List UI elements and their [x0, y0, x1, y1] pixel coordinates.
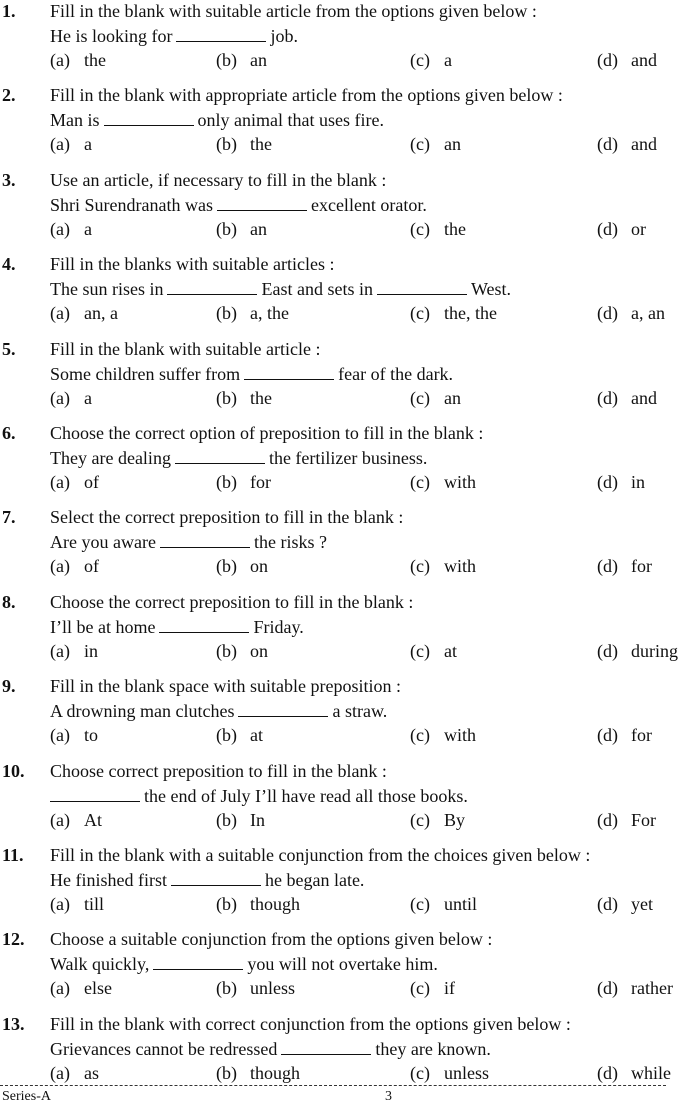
- option-b: [216, 555, 268, 577]
- options-row: [0, 218, 666, 242]
- question-item: [0, 169, 666, 253]
- option-a: [50, 640, 98, 662]
- question-item: [0, 760, 666, 844]
- option-b: [216, 302, 289, 324]
- question-number: 1.: [2, 1, 16, 21]
- question-sentence: [50, 700, 387, 722]
- option-text: of: [84, 556, 99, 577]
- option-d: [597, 555, 652, 577]
- sentence-middle: the risks ?: [253, 532, 327, 553]
- option-text: unless: [444, 1062, 489, 1083]
- option-d: [597, 49, 657, 71]
- option-d: [597, 387, 657, 409]
- answer-blank: [171, 871, 261, 886]
- option-c: [410, 555, 476, 577]
- option-text: the: [250, 387, 272, 408]
- option-label: (b): [216, 640, 237, 661]
- options-row: [0, 133, 666, 157]
- sentence-after: West.: [470, 279, 512, 300]
- options-row: [0, 977, 673, 1001]
- option-c: [410, 471, 476, 493]
- option-label: (c): [410, 556, 430, 577]
- option-text: while: [631, 1062, 671, 1083]
- answer-blank: [50, 787, 140, 802]
- sentence-middle: the fertilizer business.: [268, 447, 428, 468]
- sentence-middle: excellent orator.: [310, 194, 427, 215]
- question-number: 3.: [2, 169, 16, 190]
- option-d: [597, 302, 665, 324]
- question-sentence: [50, 785, 468, 807]
- option-text: until: [444, 893, 478, 914]
- answer-blank: [175, 449, 265, 464]
- option-text: yet: [631, 893, 653, 914]
- option-c: [410, 218, 466, 240]
- sentence-middle: only animal that uses fire.: [197, 110, 384, 131]
- footer-divider: [0, 1085, 666, 1086]
- option-label: (b): [216, 978, 237, 999]
- option-text: for: [631, 556, 652, 577]
- option-c: [410, 893, 477, 915]
- option-text: the: [84, 50, 106, 70]
- option-text: and: [631, 134, 657, 155]
- options-row: [0, 471, 666, 495]
- option-b: [216, 809, 265, 831]
- question-item: [0, 84, 666, 168]
- question-sentence: [50, 25, 298, 47]
- option-d: [597, 640, 678, 662]
- question-number: 4.: [2, 254, 16, 275]
- option-text: a: [84, 387, 92, 408]
- question-number: 10.: [2, 760, 25, 781]
- sentence-middle: they are known.: [375, 1038, 491, 1059]
- option-text: an: [444, 387, 461, 408]
- option-label: (d): [597, 387, 618, 408]
- option-label: (c): [410, 303, 430, 324]
- options-row: [0, 302, 666, 326]
- option-b: [216, 387, 272, 409]
- option-a: [50, 471, 99, 493]
- option-a: [50, 977, 112, 999]
- question-number: 7.: [2, 507, 16, 528]
- option-a: [50, 809, 102, 831]
- option-a: [50, 218, 92, 240]
- question-item: [0, 928, 673, 1012]
- sentence-middle: the end of July I’ll have read all those books.: [144, 785, 468, 806]
- question-item: [0, 506, 666, 590]
- option-label: (d): [597, 978, 618, 999]
- option-text: a, the: [250, 303, 289, 324]
- option-label: (a): [50, 471, 70, 492]
- question-instruction: Fill in the blanks with suitable articles :: [50, 254, 335, 275]
- option-a: [50, 387, 92, 409]
- question-item: [0, 0, 666, 84]
- sentence-middle: East and sets in: [261, 279, 373, 300]
- option-a: [50, 133, 92, 155]
- option-c: [410, 809, 465, 831]
- question-number: 11.: [2, 844, 24, 865]
- option-label: (d): [597, 809, 618, 830]
- option-label: (c): [410, 387, 430, 408]
- option-d: [597, 1062, 671, 1084]
- option-d: [597, 133, 657, 155]
- question-item: [0, 338, 666, 422]
- option-text: an: [250, 218, 267, 239]
- question-sentence: [50, 194, 427, 216]
- option-text: a: [84, 134, 92, 155]
- option-label: (a): [50, 50, 70, 70]
- sentence-before: They are dealing: [50, 447, 171, 468]
- sentence-before: He is looking for: [50, 26, 173, 46]
- sentence-middle: fear of the dark.: [338, 363, 454, 384]
- sentence-before: The sun rises in: [50, 279, 164, 300]
- option-text: on: [250, 640, 268, 661]
- question-instruction: Use an article, if necessary to fill in the blank :: [50, 169, 387, 190]
- option-label: (b): [216, 50, 237, 70]
- question-sentence: [50, 531, 327, 553]
- option-b: [216, 1062, 300, 1084]
- option-a: [50, 893, 104, 915]
- sentence-before: Walk quickly,: [50, 954, 150, 975]
- option-label: (a): [50, 809, 70, 830]
- question-number: 13.: [2, 1013, 25, 1034]
- option-label: (c): [410, 50, 430, 70]
- answer-blank: [176, 27, 266, 42]
- option-text: with: [444, 471, 477, 492]
- option-label: (a): [50, 1062, 70, 1083]
- option-label: (c): [410, 978, 430, 999]
- option-b: [216, 977, 295, 999]
- option-label: (b): [216, 725, 237, 746]
- option-label: (d): [597, 725, 618, 746]
- question-item: [0, 591, 678, 675]
- answer-blank: [153, 955, 243, 970]
- question-sentence: [50, 1038, 491, 1060]
- option-a: [50, 49, 106, 71]
- question-instruction: Fill in the blank with a suitable conjunction from the choices given below :: [50, 844, 591, 865]
- option-label: (a): [50, 725, 70, 746]
- option-b: [216, 724, 263, 746]
- question-item: [0, 675, 666, 759]
- sentence-before: He finished first: [50, 869, 167, 890]
- sentence-before: Grievances cannot be redressed: [50, 1038, 278, 1059]
- option-text: for: [631, 725, 652, 746]
- question-instruction: Fill in the blank with correct conjunction from the options given below :: [50, 1013, 571, 1034]
- options-row: [0, 724, 666, 748]
- option-text: and: [631, 387, 657, 408]
- option-label: (c): [410, 640, 430, 661]
- option-a: [50, 724, 98, 746]
- question-sentence: [50, 109, 384, 131]
- series-label: Series-A: [2, 1089, 51, 1104]
- sentence-before: A drowning man clutches: [50, 701, 235, 722]
- sentence-middle: you will not overtake him.: [247, 954, 438, 975]
- question-instruction: Select the correct preposition to fill in the blank :: [50, 507, 404, 528]
- options-row: [0, 809, 666, 833]
- question-instruction: Fill in the blank space with suitable preposition :: [50, 676, 401, 697]
- options-row: [0, 555, 666, 579]
- option-label: (b): [216, 1062, 237, 1083]
- option-text: a, an: [631, 303, 665, 324]
- question-sentence: [50, 616, 304, 638]
- question-instruction: Fill in the blank with suitable article :: [50, 338, 321, 359]
- option-text: an, a: [84, 303, 118, 324]
- options-row: [0, 1062, 671, 1086]
- question-number: 9.: [2, 676, 16, 697]
- option-label: (d): [597, 640, 618, 661]
- sentence-before: I’ll be at home: [50, 616, 156, 637]
- option-label: (c): [410, 1062, 430, 1083]
- option-text: By: [444, 809, 466, 830]
- option-text: For: [631, 809, 657, 830]
- option-d: [597, 809, 656, 831]
- option-label: (a): [50, 556, 70, 577]
- question-sentence: [50, 447, 427, 469]
- option-label: (d): [597, 218, 618, 239]
- answer-blank: [244, 365, 334, 380]
- option-label: (b): [216, 556, 237, 577]
- answer-blank: [159, 618, 249, 633]
- answer-blank: [281, 1040, 371, 1055]
- option-text: with: [444, 556, 477, 577]
- option-label: (d): [597, 303, 618, 324]
- option-label: (d): [597, 1062, 618, 1083]
- option-label: (a): [50, 978, 70, 999]
- option-text: on: [250, 556, 268, 577]
- option-c: [410, 387, 461, 409]
- option-label: (d): [597, 556, 618, 577]
- option-label: (d): [597, 134, 618, 155]
- option-text: At: [84, 809, 102, 830]
- option-c: [410, 724, 476, 746]
- option-a: [50, 555, 99, 577]
- option-c: [410, 302, 497, 324]
- option-text: if: [444, 978, 455, 999]
- question-instruction: Choose the correct preposition to fill in the blank :: [50, 591, 414, 612]
- option-text: In: [250, 809, 265, 830]
- answer-blank: [217, 196, 307, 211]
- option-b: [216, 471, 271, 493]
- options-row: [0, 49, 666, 73]
- option-text: the, the: [444, 303, 497, 324]
- question-sentence: [50, 953, 438, 975]
- option-label: (b): [216, 303, 237, 324]
- option-label: (a): [50, 893, 70, 914]
- sentence-before: Some children suffer from: [50, 363, 241, 384]
- option-b: [216, 218, 267, 240]
- option-text: in: [84, 640, 99, 661]
- option-label: (b): [216, 809, 237, 830]
- option-text: the: [444, 218, 466, 239]
- option-label: (d): [597, 893, 618, 914]
- option-label: (b): [216, 471, 237, 492]
- option-text: the: [250, 134, 272, 155]
- page-number: 3: [385, 1089, 392, 1104]
- options-row: [0, 387, 666, 411]
- option-label: (a): [50, 387, 70, 408]
- option-text: till: [84, 893, 105, 914]
- option-label: (a): [50, 640, 70, 661]
- option-text: an: [444, 134, 461, 155]
- option-d: [597, 893, 653, 915]
- option-text: a: [444, 50, 452, 70]
- answer-blank-2: [377, 280, 467, 295]
- question-item: [0, 422, 666, 506]
- option-text: during: [631, 640, 678, 661]
- option-a: [50, 302, 118, 324]
- option-c: [410, 133, 461, 155]
- sentence-middle: job.: [270, 26, 298, 46]
- sentence-before: Man is: [50, 110, 100, 131]
- question-instruction: Choose the correct option of preposition to fill in the blank :: [50, 422, 484, 443]
- option-c: [410, 1062, 489, 1084]
- sentence-before: Shri Surendranath was: [50, 194, 213, 215]
- option-label: (b): [216, 218, 237, 239]
- option-label: (b): [216, 134, 237, 155]
- answer-blank: [104, 111, 194, 126]
- option-text: rather: [631, 978, 673, 999]
- question-number: 6.: [2, 422, 16, 443]
- option-label: (c): [410, 134, 430, 155]
- sentence-middle: he began late.: [264, 869, 365, 890]
- option-label: (b): [216, 893, 237, 914]
- option-b: [216, 49, 267, 71]
- option-text: though: [250, 1062, 301, 1083]
- option-text: or: [631, 218, 646, 239]
- option-text: unless: [250, 978, 295, 999]
- sentence-middle: Friday.: [253, 616, 304, 637]
- option-text: in: [631, 471, 646, 492]
- option-label: (b): [216, 387, 237, 408]
- option-c: [410, 977, 455, 999]
- option-label: (c): [410, 218, 430, 239]
- question-number: 5.: [2, 338, 16, 359]
- sentence-before: Are you aware: [50, 532, 156, 553]
- option-label: (d): [597, 50, 618, 70]
- question-item: [0, 844, 666, 928]
- option-d: [597, 471, 645, 493]
- option-label: (d): [597, 471, 618, 492]
- answer-blank: [160, 533, 250, 548]
- option-text: with: [444, 725, 477, 746]
- question-number: 12.: [2, 929, 25, 950]
- option-label: (c): [410, 725, 430, 746]
- question-instruction: Choose correct preposition to fill in the blank :: [50, 760, 387, 781]
- question-sentence: [50, 363, 453, 385]
- option-text: else: [84, 978, 112, 999]
- option-text: an: [250, 50, 267, 70]
- question-instruction: Fill in the blank with suitable article from the options given below :: [50, 1, 537, 21]
- answer-blank: [167, 280, 257, 295]
- question-instruction: Choose a suitable conjunction from the options given below :: [50, 929, 493, 950]
- question-number: 2.: [2, 85, 16, 106]
- options-row: [0, 893, 666, 917]
- question-item: [0, 253, 666, 337]
- question-sentence: [50, 278, 511, 300]
- question-number: 8.: [2, 591, 16, 612]
- option-c: [410, 49, 452, 71]
- option-text: at: [444, 640, 457, 661]
- option-text: as: [84, 1062, 99, 1083]
- question-instruction: Fill in the blank with appropriate article from the options given below :: [50, 85, 563, 106]
- option-text: though: [250, 893, 301, 914]
- answer-blank: [238, 702, 328, 717]
- option-b: [216, 893, 300, 915]
- option-text: at: [250, 725, 263, 746]
- option-text: for: [250, 471, 271, 492]
- option-label: (a): [50, 303, 70, 324]
- option-label: (c): [410, 471, 430, 492]
- option-label: (c): [410, 809, 430, 830]
- option-a: [50, 1062, 99, 1084]
- option-label: (a): [50, 134, 70, 155]
- question-sentence: [50, 869, 364, 891]
- option-b: [216, 133, 272, 155]
- option-label: (a): [50, 218, 70, 239]
- option-text: to: [84, 725, 99, 746]
- option-text: of: [84, 471, 99, 492]
- sentence-middle: a straw.: [332, 701, 388, 722]
- option-text: a: [84, 218, 92, 239]
- option-d: [597, 218, 646, 240]
- option-d: [597, 977, 673, 999]
- option-c: [410, 640, 457, 662]
- options-row: [0, 640, 678, 664]
- option-label: (c): [410, 893, 430, 914]
- option-text: and: [631, 50, 657, 70]
- option-b: [216, 640, 268, 662]
- option-d: [597, 724, 652, 746]
